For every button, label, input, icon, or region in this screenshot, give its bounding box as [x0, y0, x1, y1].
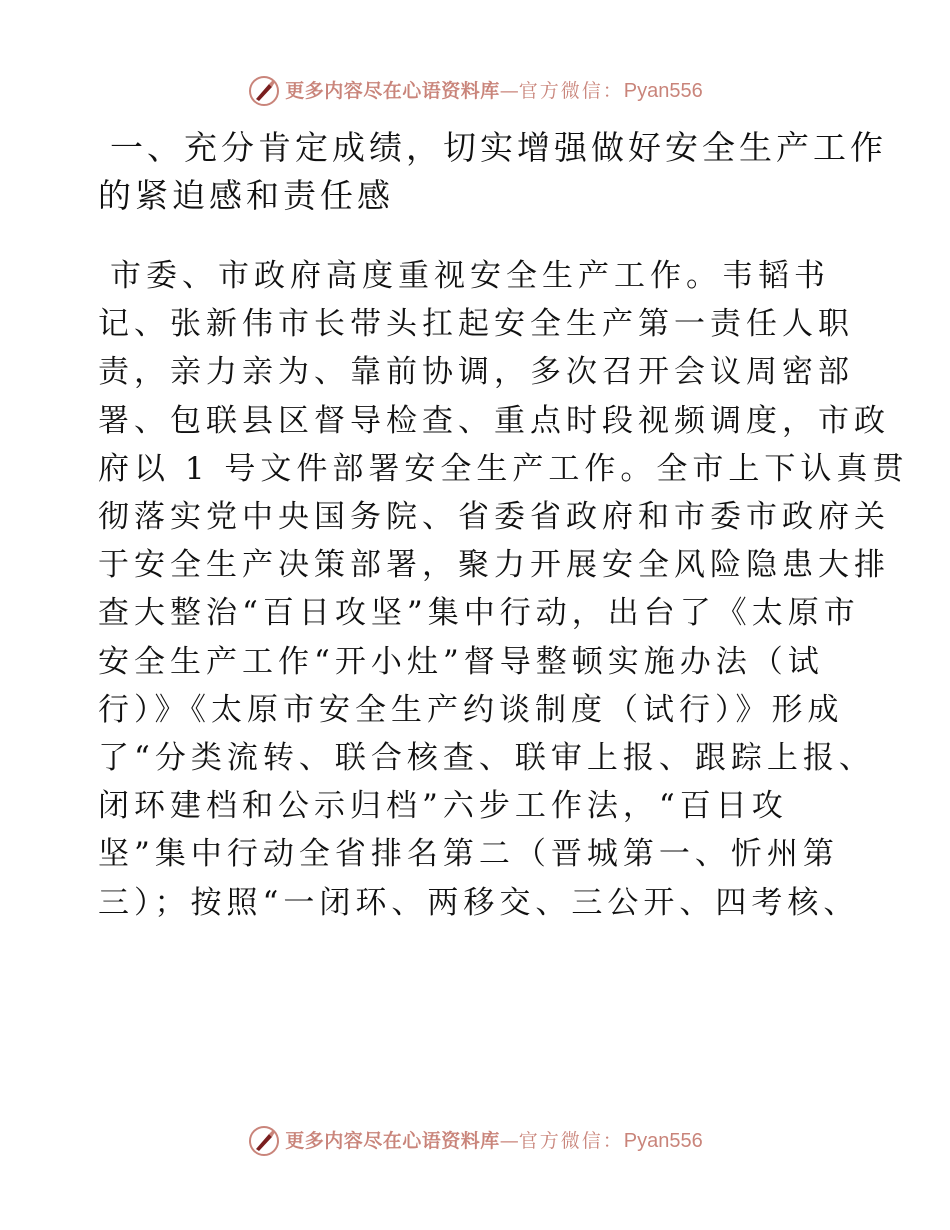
heading-line: 一、充分肯定成绩，切实增强做好安全生产工作	[110, 128, 887, 167]
body-line: 于安全生产决策部署，聚力开展安全风险隐患大排	[98, 547, 890, 584]
watermark-site-name: 更多内容尽在心语资料库	[285, 1129, 500, 1152]
body-line: 闭环建档和公示归档”六步工作法，“百日攻	[98, 788, 788, 825]
heading-line: 的紧迫感和责任感	[98, 176, 394, 215]
body-line: 彻落实党中央国务院、省委省政府和市委市政府关	[98, 499, 890, 536]
watermark-dash: —	[499, 1129, 519, 1152]
body-line: 三）；按照“一闭环、两移交、三公开、四考核、	[98, 884, 860, 921]
pen-logo-icon	[247, 1124, 281, 1158]
body-line: 市委、市政府高度重视安全生产工作。韦韬书	[110, 258, 830, 294]
watermark-dash: —	[499, 79, 519, 102]
body-line: 坚”集中行动全省排名第二（晋城第一、忻州第	[98, 836, 839, 873]
watermark-header	[0, 71, 950, 111]
body-line: 署、包联县区督导检查、重点时段视频调度，市政	[98, 402, 890, 439]
watermark-wechat-label: 官方微信：	[518, 79, 624, 102]
body-line: 了“分类流转、联合核查、联审上报、跟踪上报、	[98, 740, 875, 777]
body-line: 记、张新伟市长带头扛起安全生产第一责任人职	[98, 306, 854, 343]
body-line: 府以 1 号文件部署安全生产工作。全市上下认真贯	[98, 450, 909, 487]
body-line: 行）》《太原市安全生产约谈制度（试行）》形成	[98, 691, 844, 728]
watermark-footer	[0, 1121, 950, 1161]
body-line: 责，亲力亲为、靠前协调，多次召开会议周密部	[98, 354, 854, 391]
watermark-site-name: 更多内容尽在心语资料库	[285, 79, 500, 102]
section-heading	[98, 124, 887, 220]
watermark-wechat-handle: Pyan556	[623, 1130, 703, 1152]
watermark-wechat-label: 官方微信：	[518, 1129, 624, 1152]
body-paragraph	[98, 252, 909, 927]
watermark-wechat-handle: Pyan556	[623, 80, 703, 102]
pen-logo-icon	[247, 74, 281, 108]
body-line: 安全生产工作“开小灶”督导整顿实施办法（试	[98, 643, 824, 680]
body-line: 查大整治“百日攻坚”集中行动，出台了《太原市	[98, 595, 860, 632]
